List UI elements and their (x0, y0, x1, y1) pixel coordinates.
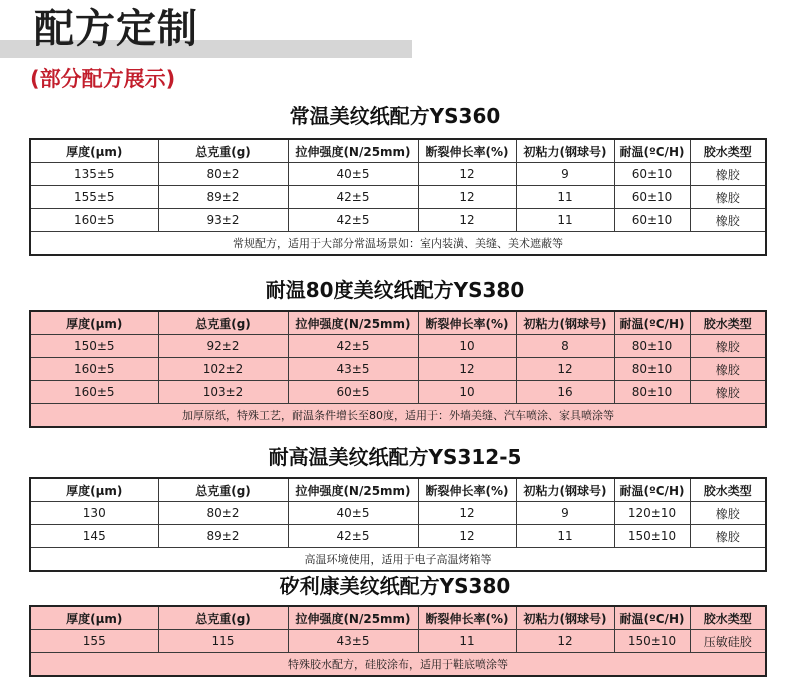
table-header-row (30, 139, 766, 163)
table-row (30, 381, 766, 404)
cell: 11 (516, 209, 614, 232)
cell: 11 (516, 525, 614, 548)
col-header: 初粘力(钢球号) (516, 139, 614, 163)
cell: 150±5 (30, 335, 158, 358)
page-subtitle: (部分配方展示) (30, 67, 176, 91)
cell: 155 (30, 630, 158, 653)
col-header: 拉伸强度(N/25mm) (288, 311, 418, 335)
cell: 160±5 (30, 209, 158, 232)
col-header: 胶水类型 (690, 311, 766, 335)
table-row (30, 186, 766, 209)
table-note: 加厚原纸，特殊工艺，耐温条件增长至80度，适用于：外墙美缝、汽车喷涂、家具喷涂等 (30, 404, 766, 428)
cell: 橡胶 (690, 186, 766, 209)
col-header: 总克重(g) (158, 139, 288, 163)
col-header: 拉伸强度(N/25mm) (288, 606, 418, 630)
spec-table-ys312-5 (29, 477, 767, 572)
table-row (30, 525, 766, 548)
table-row (30, 630, 766, 653)
cell: 80±10 (614, 381, 690, 404)
cell: 12 (418, 186, 516, 209)
cell: 16 (516, 381, 614, 404)
cell: 橡胶 (690, 525, 766, 548)
col-header: 断裂伸长率(%) (418, 478, 516, 502)
cell: 8 (516, 335, 614, 358)
cell: 115 (158, 630, 288, 653)
col-header: 胶水类型 (690, 478, 766, 502)
col-header: 厚度(μm) (30, 478, 158, 502)
cell: 10 (418, 381, 516, 404)
cell: 102±2 (158, 358, 288, 381)
spec-table-ys380-silicone (29, 605, 767, 677)
col-header: 总克重(g) (158, 478, 288, 502)
col-header: 总克重(g) (158, 311, 288, 335)
cell: 103±2 (158, 381, 288, 404)
table-note-row (30, 548, 766, 572)
cell: 12 (418, 358, 516, 381)
table-note-row (30, 653, 766, 677)
cell: 130 (30, 502, 158, 525)
spec-table-ys360 (29, 138, 767, 256)
table-header-row (30, 606, 766, 630)
cell: 10 (418, 335, 516, 358)
col-header: 断裂伸长率(%) (418, 139, 516, 163)
cell: 12 (516, 630, 614, 653)
cell: 橡胶 (690, 381, 766, 404)
table-row (30, 209, 766, 232)
cell: 93±2 (158, 209, 288, 232)
cell: 橡胶 (690, 335, 766, 358)
col-header: 厚度(μm) (30, 311, 158, 335)
cell: 150±10 (614, 630, 690, 653)
cell: 60±10 (614, 209, 690, 232)
col-header: 耐温(ºC/H) (614, 139, 690, 163)
cell: 89±2 (158, 186, 288, 209)
table-note: 高温环境使用，适用于电子高温烤箱等 (30, 548, 766, 572)
cell: 155±5 (30, 186, 158, 209)
table-note: 特殊胶水配方，硅胶涂布，适用于鞋底喷涂等 (30, 653, 766, 677)
col-header: 初粘力(钢球号) (516, 311, 614, 335)
cell: 42±5 (288, 186, 418, 209)
cell: 80±10 (614, 358, 690, 381)
table-row (30, 502, 766, 525)
cell: 12 (516, 358, 614, 381)
cell: 150±10 (614, 525, 690, 548)
col-header: 厚度(μm) (30, 139, 158, 163)
cell: 43±5 (288, 358, 418, 381)
cell: 压敏硅胶 (690, 630, 766, 653)
col-header: 胶水类型 (690, 139, 766, 163)
cell: 11 (418, 630, 516, 653)
cell: 12 (418, 209, 516, 232)
table-row (30, 163, 766, 186)
cell: 12 (418, 525, 516, 548)
cell: 60±10 (614, 186, 690, 209)
col-header: 耐温(ºC/H) (614, 606, 690, 630)
section-title-ys360: 常温美纹纸配方YS360 (289, 104, 501, 128)
cell: 12 (418, 163, 516, 186)
col-header: 初粘力(钢球号) (516, 606, 614, 630)
cell: 12 (418, 502, 516, 525)
col-header: 拉伸强度(N/25mm) (288, 478, 418, 502)
section-title-ys380-heat: 耐温80度美纹纸配方YS380 (265, 278, 525, 302)
cell: 橡胶 (690, 209, 766, 232)
cell: 80±10 (614, 335, 690, 358)
cell: 42±5 (288, 209, 418, 232)
table-header-row (30, 311, 766, 335)
section-title-ys380-silicone: 矽利康美纹纸配方YS380 (279, 574, 511, 598)
cell: 135±5 (30, 163, 158, 186)
cell: 40±5 (288, 502, 418, 525)
cell: 43±5 (288, 630, 418, 653)
table-note-row (30, 232, 766, 256)
table-header-row (30, 478, 766, 502)
cell: 160±5 (30, 358, 158, 381)
cell: 60±5 (288, 381, 418, 404)
cell: 160±5 (30, 381, 158, 404)
cell: 80±2 (158, 163, 288, 186)
col-header: 耐温(ºC/H) (614, 311, 690, 335)
section-title-ys312-5: 耐高温美纹纸配方YS312-5 (268, 445, 522, 469)
col-header: 厚度(μm) (30, 606, 158, 630)
cell: 42±5 (288, 525, 418, 548)
cell: 120±10 (614, 502, 690, 525)
col-header: 胶水类型 (690, 606, 766, 630)
col-header: 总克重(g) (158, 606, 288, 630)
cell: 9 (516, 163, 614, 186)
col-header: 拉伸强度(N/25mm) (288, 139, 418, 163)
col-header: 初粘力(钢球号) (516, 478, 614, 502)
col-header: 断裂伸长率(%) (418, 606, 516, 630)
cell: 11 (516, 186, 614, 209)
table-note-row (30, 404, 766, 428)
col-header: 断裂伸长率(%) (418, 311, 516, 335)
table-row (30, 358, 766, 381)
cell: 42±5 (288, 335, 418, 358)
cell: 40±5 (288, 163, 418, 186)
spec-table-ys380-heat (29, 310, 767, 428)
cell: 80±2 (158, 502, 288, 525)
cell: 橡胶 (690, 358, 766, 381)
cell: 橡胶 (690, 163, 766, 186)
page-title: 配方定制 (34, 6, 198, 52)
cell: 89±2 (158, 525, 288, 548)
col-header: 耐温(ºC/H) (614, 478, 690, 502)
cell: 60±10 (614, 163, 690, 186)
cell: 145 (30, 525, 158, 548)
cell: 9 (516, 502, 614, 525)
table-note: 常规配方，适用于大部分常温场景如：室内装潢、美缝、美术遮蔽等 (30, 232, 766, 256)
cell: 橡胶 (690, 502, 766, 525)
cell: 92±2 (158, 335, 288, 358)
table-row (30, 335, 766, 358)
